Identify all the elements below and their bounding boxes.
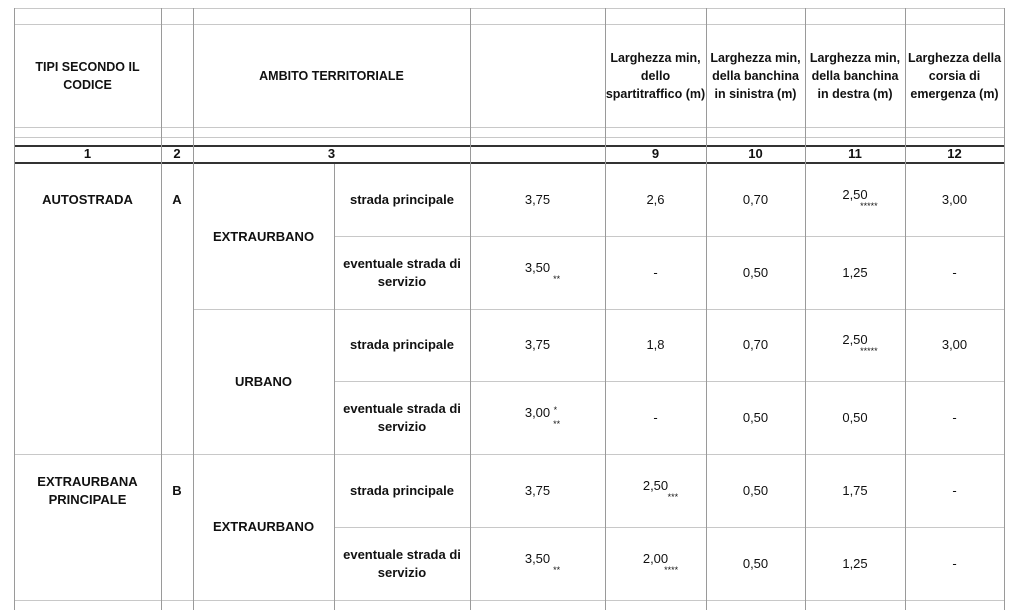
strada-type-row-2-text: strada principale [349,337,455,352]
corsia-width-row-0-number: 3,75 [524,192,551,207]
banchina-destra-row-2-footnote-mark: ***** [860,346,878,356]
banchina-sinistra-row-5 [706,527,805,600]
col-number-3 [193,146,470,162]
strada-type-row-0-text: strada principale [349,192,455,207]
header-spartitraffico-text: Larghezza min, dello spartitraffico (m) [605,50,706,101]
banchina-sinistra-row-4-value [743,482,768,500]
banchina-sinistra-row-2-number: 0,70 [742,337,769,352]
spartitraffico-row-1-number: - [653,264,658,280]
banchina-sinistra-row-0 [706,164,805,236]
corsia-width-row-2-value [525,336,550,354]
spartitraffico-row-3-value [653,409,657,427]
strada-type-row-1-text: eventuale strada di servizio [343,255,461,289]
col-number-9 [605,146,706,162]
corsia-emergenza-row-5-value [952,555,956,573]
corsia-emergenza-row-0-value [942,191,967,209]
banchina-destra-row-1-number: 1,25 [842,264,868,280]
grid-hline [14,8,1004,9]
banchina-destra-row-4-number: 1,75 [842,482,868,498]
banchina-destra-row-0-value [842,186,878,211]
corsia-width-row-1-value [524,259,561,284]
header-banchina-destra-text: Larghezza min, della banchina in destra (m) [809,50,901,101]
ambito-extraurbano-text: EXTRAURBANO [212,228,315,244]
banchina-destra-row-3 [805,381,905,454]
corsia-emergenza-row-5-number: - [952,555,957,571]
corsia-width-row-3 [470,381,605,454]
spartitraffico-row-5-value [642,550,679,575]
corsia-width-row-0-value [525,191,550,209]
col-number-1-text: 1 [83,146,92,161]
spartitraffico-row-4-number: 2,50 [642,477,669,493]
header-ambito-text: AMBITO TERRITORIALE [259,68,404,83]
col-number-12 [905,146,1004,162]
banchina-destra-row-3-value [842,409,867,427]
code-b [161,454,193,527]
col-number-11-text: 11 [848,146,862,161]
corsia-emergenza-row-0 [905,164,1004,236]
col-number-12-text: 12 [947,146,962,161]
banchina-sinistra-row-0-number: 0,70 [742,192,769,207]
banchina-destra-row-5 [805,527,905,600]
spartitraffico-row-2-number: 1,8 [646,337,665,352]
spartitraffico-row-2-value [646,336,664,354]
header-ambito [193,24,470,127]
corsia-width-row-4-number: 3,75 [524,482,551,498]
ambito-extraurbano [193,164,334,309]
banchina-sinistra-row-3 [706,381,805,454]
ambito-extraurbano-b-text: EXTRAURBANO [212,519,315,534]
col-number-1 [14,146,161,162]
spartitraffico-row-4 [605,454,706,527]
corsia-emergenza-row-5 [905,527,1004,600]
corsia-width-row-1-footnote-mark: ** [553,273,561,284]
banchina-sinistra-row-5-number: 0,50 [742,555,769,571]
grid-hline [14,600,1004,601]
corsia-emergenza-row-1-value [952,264,956,282]
spartitraffico-row-1 [605,236,706,309]
banchina-destra-row-5-value [842,555,867,573]
corsia-emergenza-row-4-value [952,482,956,500]
strada-type-row-4-text: strada principale [349,482,455,498]
tipo-extraurbana-principale-text: EXTRAURBANA PRINCIPALE [37,473,138,507]
ambito-urbano-text: URBANO [234,373,293,389]
corsia-width-row-3-superscript: * [553,404,558,415]
col-number-2-text: 2 [173,146,181,161]
strada-type-row-5-text: eventuale strada di servizio [343,546,461,580]
corsia-width-row-5 [470,527,605,600]
banchina-destra-row-2-value [842,331,878,356]
corsia-width-row-2 [470,309,605,381]
strada-type-row-1 [334,236,470,309]
header-tipi [14,24,161,127]
spartitraffico-row-0-value [646,191,664,209]
header-corsia-emergenza-text: Larghezza della corsia di emergenza (m) [907,50,1002,101]
corsia-width-row-1-number: 3,50 [524,259,551,275]
col-number-10-text: 10 [748,146,763,161]
ambito-urbano [193,309,334,454]
banchina-destra-row-4-value [842,482,867,500]
banchina-sinistra-row-5-value [743,555,768,573]
tipo-autostrada-text: AUTOSTRADA [42,192,133,207]
spartitraffico-row-5-number: 2,00 [642,550,669,566]
spartitraffico-row-4-footnote-mark: *** [667,491,679,502]
code-a-text: A [172,192,182,207]
spartitraffico-row-4-value [642,477,679,502]
ambito-extraurbano-b [193,454,334,600]
banchina-sinistra-row-4 [706,454,805,527]
spartitraffico-row-3 [605,381,706,454]
spartitraffico-row-0-number: 2,6 [646,192,665,207]
corsia-width-row-3-number: 3,00 [524,404,551,420]
strada-type-row-3 [334,381,470,454]
header-spartitraffico [605,24,706,127]
col-number-9-text: 9 [651,146,660,161]
banchina-sinistra-row-4-number: 0,50 [742,482,769,498]
corsia-width-row-5-number: 3,50 [524,550,551,566]
header-banchina-sinistra-text: Larghezza min, della banchina in sinistra (m) [710,50,801,101]
header-banchina-destra [805,24,905,127]
banchina-destra-row-2 [805,309,905,381]
corsia-width-row-5-footnote-mark: ** [553,564,561,575]
corsia-width-row-3-value [524,404,561,429]
spartitraffico-row-0 [605,164,706,236]
header-corsia-emergenza [905,24,1004,127]
banchina-destra-row-1 [805,236,905,309]
header-banchina-sinistra [706,24,805,127]
spartitraffico-row-5-footnote-mark: **** [664,564,679,575]
spartitraffico-row-1-value [653,264,657,282]
banchina-destra-row-0 [805,164,905,236]
corsia-emergenza-row-2 [905,309,1004,381]
code-b-text: B [172,482,182,498]
spartitraffico-row-2 [605,309,706,381]
corsia-emergenza-row-1-number: - [952,264,957,280]
grid-hline [14,127,1004,128]
spartitraffico-row-5 [605,527,706,600]
col-number-11 [805,146,905,162]
corsia-emergenza-row-1 [905,236,1004,309]
corsia-emergenza-row-3-value [952,409,956,427]
banchina-destra-row-0-number: 2,50 [842,187,868,202]
banchina-sinistra-row-1 [706,236,805,309]
strada-type-row-2 [334,309,470,381]
banchina-sinistra-row-3-number: 0,50 [742,409,769,425]
banchina-destra-row-1-value [842,264,867,282]
banchina-sinistra-row-2 [706,309,805,381]
strada-type-row-3-text: eventuale strada di servizio [343,400,461,434]
corsia-emergenza-row-2-number: 3,00 [941,337,968,352]
corsia-width-row-5-value [524,550,561,575]
corsia-emergenza-row-3 [905,381,1004,454]
banchina-destra-row-4 [805,454,905,527]
corsia-width-row-0 [470,164,605,236]
corsia-width-row-3-footnote-mark: ** [553,418,561,429]
col-number-3-text: 3 [327,146,336,161]
strada-type-row-4 [334,454,470,527]
banchina-sinistra-row-3-value [743,409,768,427]
banchina-sinistra-row-1-value [743,264,768,282]
grid-hline [14,137,1004,138]
banchina-sinistra-row-1-number: 0,50 [742,264,769,280]
col-number-2 [161,146,193,162]
banchina-sinistra-row-0-value [743,191,768,209]
spartitraffico-row-3-number: - [653,409,658,425]
header-tipi-text: TIPI SECONDO IL CODICE [35,59,140,92]
banchina-destra-row-3-number: 0,50 [842,409,868,425]
code-a [161,164,193,236]
banchina-destra-row-5-number: 1,25 [842,555,868,571]
corsia-width-row-4 [470,454,605,527]
corsia-emergenza-row-4 [905,454,1004,527]
corsia-width-row-4-value [525,482,550,500]
corsia-width-row-2-number: 3,75 [524,337,551,352]
corsia-width-row-1 [470,236,605,309]
corsia-emergenza-row-2-value [942,336,967,354]
strada-type-row-5 [334,527,470,600]
grid-vline [1004,8,1005,610]
corsia-emergenza-row-0-number: 3,00 [941,192,968,207]
tipo-extraurbana-principale [14,454,161,527]
strada-type-row-0 [334,164,470,236]
tipo-autostrada [14,164,161,236]
banchina-sinistra-row-2-value [743,336,768,354]
corsia-emergenza-row-3-number: - [952,409,957,425]
corsia-emergenza-row-4-number: - [952,482,957,498]
banchina-destra-row-0-footnote-mark: ***** [860,201,878,211]
banchina-destra-row-2-number: 2,50 [842,332,868,347]
col-number-10 [706,146,805,162]
